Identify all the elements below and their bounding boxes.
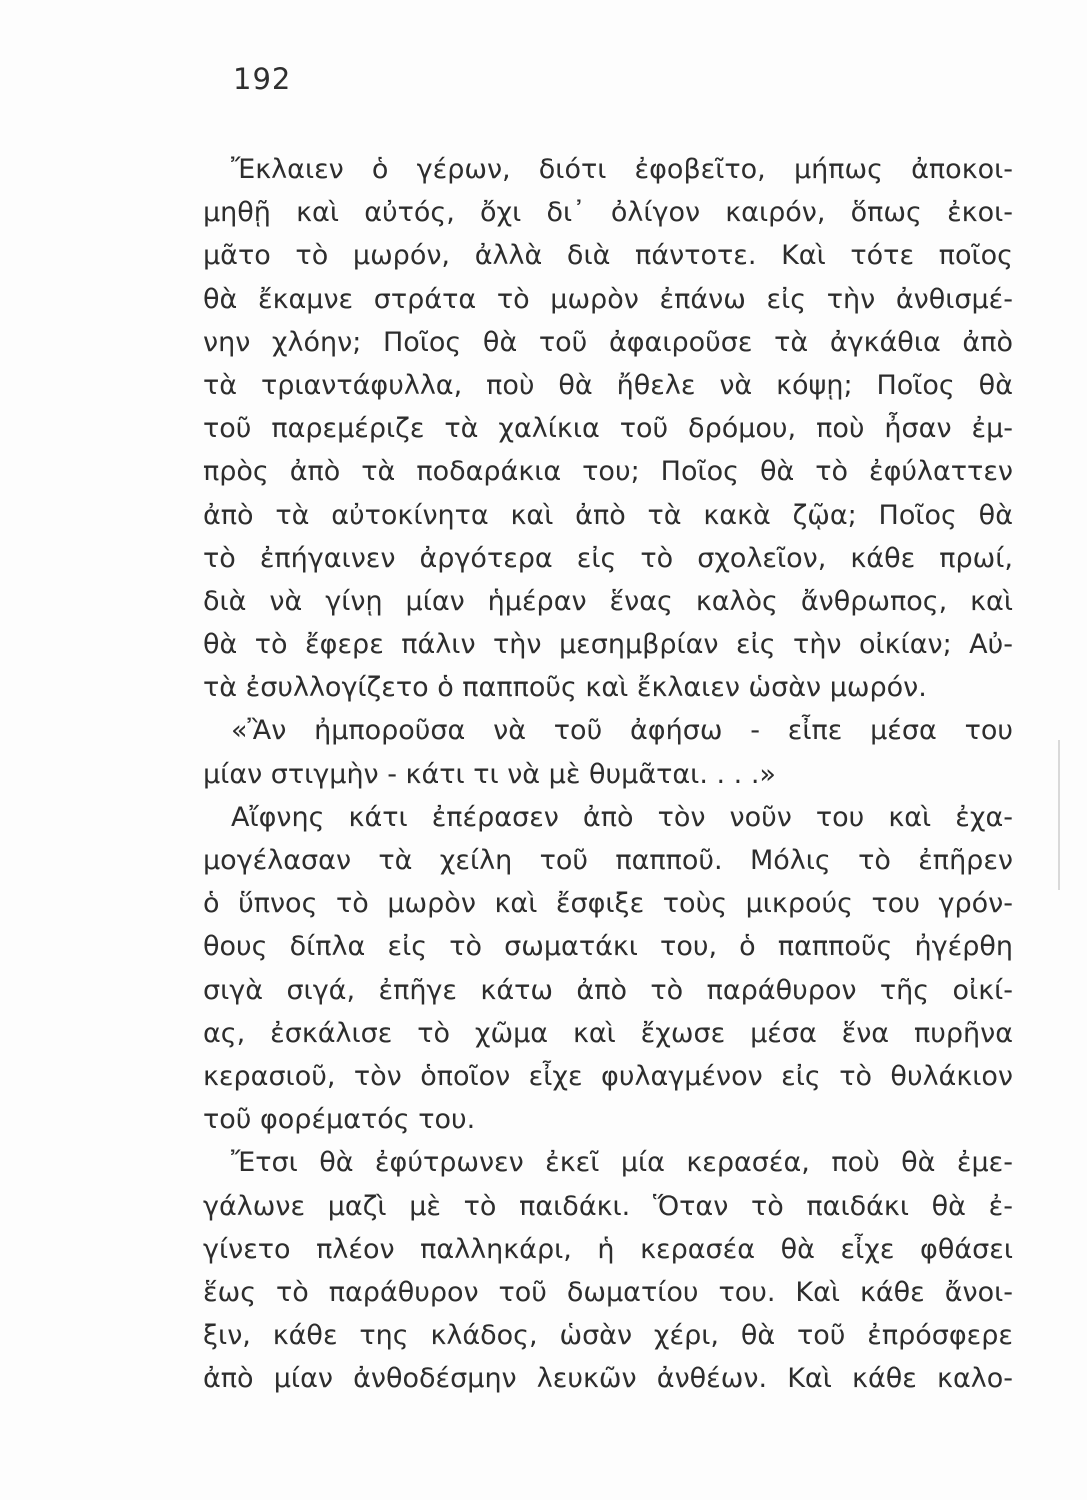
text-line: μᾶτο τὸ μωρόν, ἀλλὰ διὰ πάντοτε. Καὶ τότε ποῖος — [203, 240, 1013, 272]
text-line: θους δίπλα εἰς τὸ σωματάκι του, ὁ παπποῦς ἠγέρθη — [203, 931, 1013, 963]
text-line: κερασιοῦ, τὸν ὁποῖον εἶχε φυλαγμένον εἰς τὸ θυλάκιον — [203, 1060, 1013, 1092]
text-line: «Ἂν ἠμποροῦσα νὰ τοῦ ἀφήσω - εἶπε μέσα του — [231, 715, 1013, 747]
text-line: Ἔτσι θὰ ἐφύτρωνεν ἐκεῖ μία κερασέα, ποὺ θὰ ἐμε- — [231, 1147, 1013, 1179]
text-line: τοῦ παρεμέριζε τὰ χαλίκια τοῦ δρόμου, ποὺ ἦσαν ἐμ- — [203, 413, 1013, 445]
margin-mark — [1058, 740, 1060, 890]
text-line: θὰ ἔκαμνε στράτα τὸ μωρὸν ἐπάνω εἰς τὴν ἀνθισμέ- — [203, 283, 1013, 315]
text-line: μίαν στιγμὴν - κάτι τι νὰ μὲ θυμᾶται. . . .» — [203, 758, 776, 790]
text-line: μογέλασαν τὰ χείλη τοῦ παπποῦ. Μόλις τὸ ἐπῆρεν — [203, 845, 1013, 876]
text-line: γάλωνε μαζὶ μὲ τὸ παιδάκι. Ὅταν τὸ παιδάκι θὰ ἐ- — [203, 1190, 1013, 1222]
text-line: διὰ νὰ γίνῃ μίαν ἡμέραν ἕνας καλὸς ἄνθρωπος, καὶ — [203, 585, 1013, 617]
text-line: Ἔκλαιεν ὁ γέρων, διότι ἐφοβεῖτο, μήπως ἀποκοι- — [231, 154, 1013, 185]
text-line: ἀπὸ τὰ αὐτοκίνητα καὶ ἀπὸ τὰ κακὰ ζῷα; Ποῖος θὰ — [203, 499, 1013, 531]
text-line: μηθῇ καὶ αὐτός, ὄχι δι᾽ ὀλίγον καιρόν, ὅπως ἐκοι- — [203, 197, 1013, 229]
text-line: τὰ τριαντάφυλλα, ποὺ θὰ ἤθελε νὰ κόψῃ; Ποῖος θὰ — [203, 369, 1013, 401]
text-line: τὰ ἐσυλλογίζετο ὁ παπποῦς καὶ ἔκλαιεν ὡσὰν μωρόν. — [203, 672, 927, 704]
text-line: ξιν, κάθε της κλάδος, ὡσὰν χέρι, θὰ τοῦ ἐπρόσφερε — [203, 1320, 1013, 1352]
text-line: ὁ ὕπνος τὸ μωρὸν καὶ ἔσφιξε τοὺς μικρούς του γρόν- — [203, 888, 1013, 920]
text-line: ἀπὸ μίαν ἀνθοδέσμην λευκῶν ἀνθέων. Καὶ κάθε καλο- — [203, 1363, 1013, 1395]
text-line: ἕως τὸ παράθυρον τοῦ δωματίου του. Καὶ κάθε ἄνοι- — [203, 1276, 1013, 1308]
text-line: γίνετο πλέον παλληκάρι, ἡ κερασέα θὰ εἶχε φθάσει — [203, 1233, 1013, 1265]
text-line: σιγὰ σιγά, ἐπῆγε κάτω ἀπὸ τὸ παράθυρον τῆς οἰκί- — [203, 974, 1013, 1006]
text-line: τὸ ἐπήγαινεν ἀργότερα εἰς τὸ σχολεῖον, κάθε πρωί, — [203, 542, 1013, 574]
page-number: 192 — [233, 62, 292, 96]
text-line: Αἴφνης κάτι ἐπέρασεν ἀπὸ τὸν νοῦν του καὶ ἐχα- — [231, 801, 1013, 833]
body-text — [203, 148, 1013, 1400]
text-line: νην χλόην; Ποῖος θὰ τοῦ ἀφαιροῦσε τὰ ἀγκάθια ἀπὸ — [203, 326, 1013, 358]
text-line: ας, ἐσκάλισε τὸ χῶμα καὶ ἔχωσε μέσα ἕνα πυρῆνα — [203, 1017, 1013, 1049]
text-line: τοῦ φορέματός του. — [203, 1104, 476, 1136]
text-line: θὰ τὸ ἔφερε πάλιν τὴν μεσημβρίαν εἰς τὴν οἰκίαν; Αὐ- — [203, 629, 1013, 661]
text-line: πρὸς ἀπὸ τὰ ποδαράκια του; Ποῖος θὰ τὸ ἐφύλαττεν — [203, 456, 1013, 488]
